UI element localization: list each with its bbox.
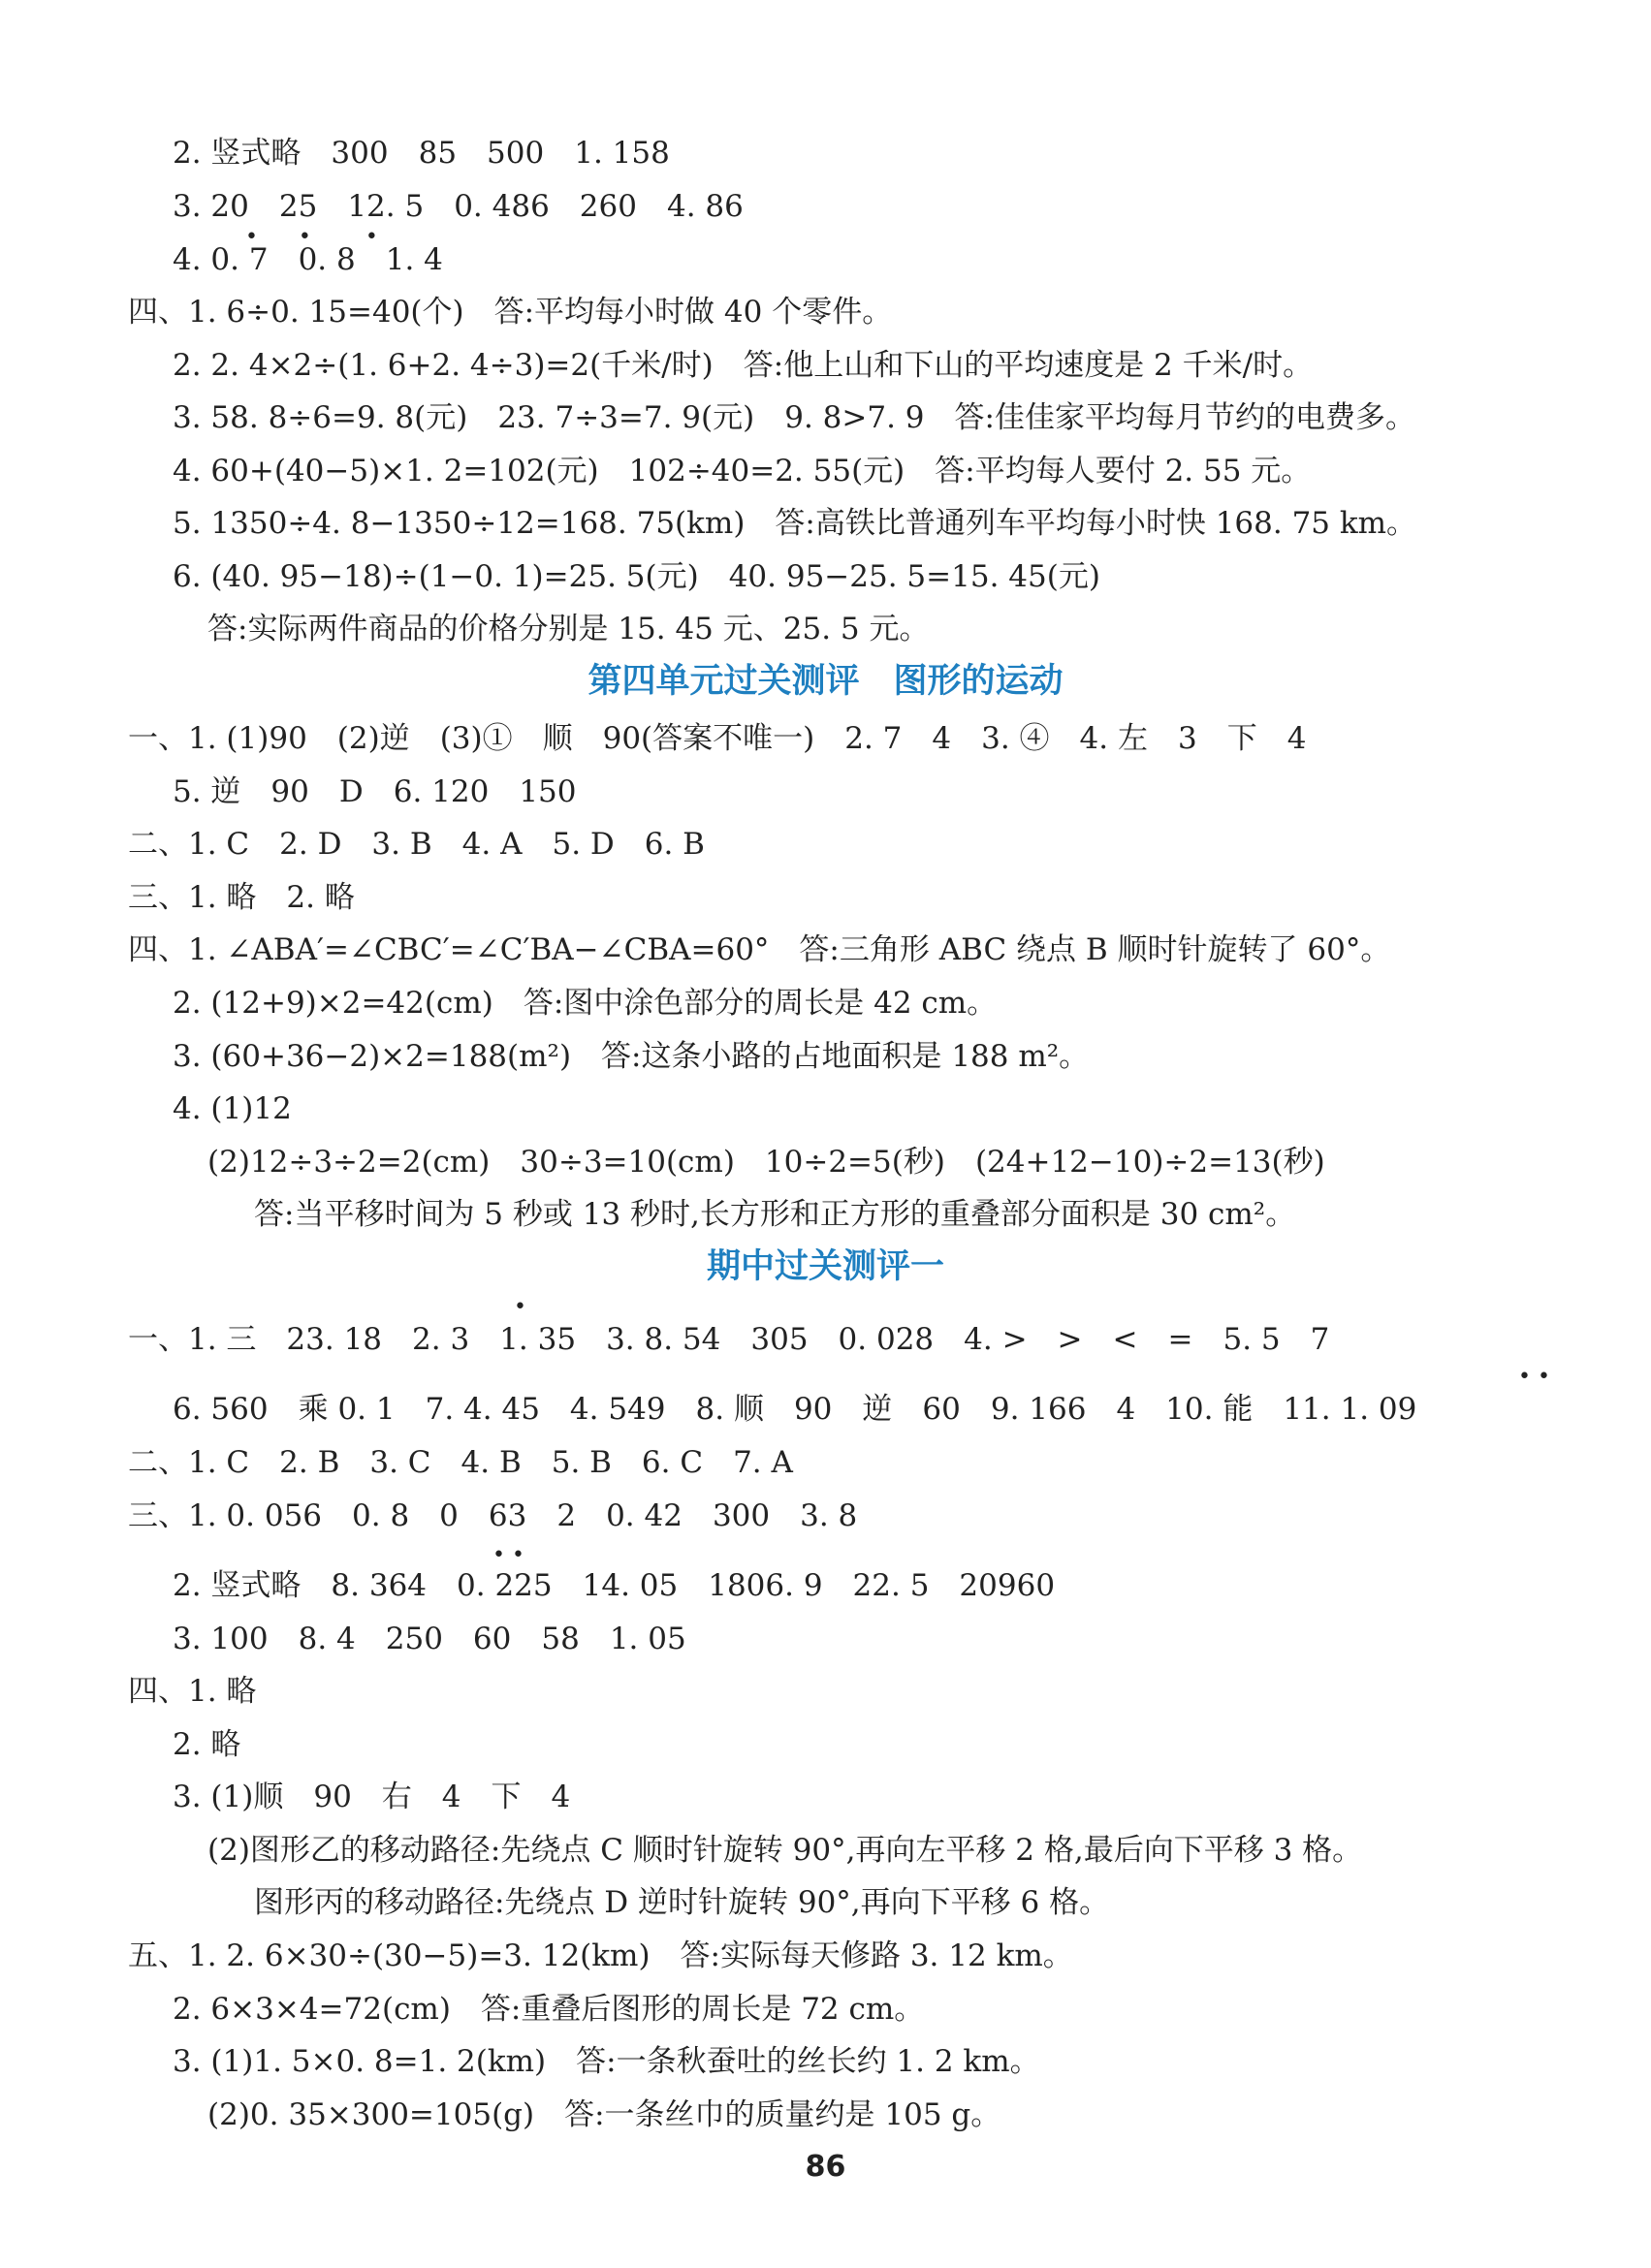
section-title: 期中过关测评一 [706, 1247, 944, 1286]
repeating-decimal-dots: • • [492, 1543, 524, 1567]
answer-line: 6. 560 乘 0. 1 7. 4. 45 4. 549 8. 顺 90 逆 60 9. 166 4 10. 能 11. 1. 09 [173, 1392, 1417, 1427]
repeating-decimal-dots: • [514, 1295, 526, 1319]
answer-line: (2)0. 35×300=105(g) 答:一条丝巾的质量约是 105 g。 [207, 2097, 1001, 2132]
answer-line: 图形丙的移动路径:先绕点 D 逆时针旋转 90°,再向下平移 6 格。 [254, 1885, 1110, 1920]
answer-line: 答:当平移时间为 5 秒或 13 秒时,长方形和正方形的重叠部分面积是 30 cm²。 [254, 1197, 1296, 1232]
page-number: 86 [805, 2150, 846, 2184]
answer-line: 5. 1350÷4. 8−1350÷12=168. 75(km) 答:高铁比普通列车平均每小时快 168. 75 km。 [173, 506, 1417, 541]
answer-line: 3. (1)1. 5×0. 8=1. 2(km) 答:一条秋蚕吐的丝长约 1. 2 km。 [173, 2044, 1040, 2079]
section-title: 第四单元过关测评 图形的运动 [587, 662, 1064, 701]
answer-line: 3. (1)顺 90 右 4 下 4 [173, 1780, 571, 1814]
answer-line: 4. 60+(40−5)×1. 2=102(元) 102÷40=2. 55(元) 答:平均每人要付 2. 55 元。 [173, 454, 1312, 488]
answer-line: 2. 竖式略 8. 364 0. 225 14. 05 1806. 9 22. 5 20960 [173, 1568, 1056, 1603]
answer-line: 3. 20 25 12. 5 0. 486 260 4. 86 [173, 189, 744, 224]
answer-line: 一、1. 三 23. 18 2. 3 1. 35 3. 8. 54 305 0. 028 4. > > < = 5. 5 7 [128, 1322, 1330, 1357]
answer-line: 五、1. 2. 6×30÷(30−5)=3. 12(km) 答:实际每天修路 3. 12 km。 [128, 1938, 1073, 1973]
answer-line: (2)图形乙的移动路径:先绕点 C 顺时针旋转 90°,再向左平移 2 格,最后向下平移 3 格。 [207, 1833, 1363, 1868]
answer-line: 6. (40. 95−18)÷(1−0. 1)=25. 5(元) 40. 95−25. 5=15. 45(元) [173, 559, 1100, 594]
answer-line: 4. 0. 7 0. 8 1. 4 [173, 242, 443, 277]
answer-line: 2. (12+9)×2=42(cm) 答:图中涂色部分的周长是 42 cm。 [173, 986, 998, 1021]
answer-line: 答:实际两件商品的价格分别是 15. 45 元、25. 5 元。 [207, 612, 930, 646]
answer-line: 二、1. C 2. D 3. B 4. A 5. D 6. B [128, 827, 705, 862]
answer-line: 2. 竖式略 300 85 500 1. 158 [173, 136, 670, 171]
answer-line: 2. 6×3×4=72(cm) 答:重叠后图形的周长是 72 cm。 [173, 1992, 925, 2027]
answer-line: 一、1. (1)90 (2)逆 (3)① 顺 90(答案不唯一) 2. 7 4 3. ④ 4. 左 3 下 4 [128, 721, 1307, 756]
answer-line: 3. 100 8. 4 250 60 58 1. 05 [173, 1622, 686, 1656]
answer-line: 4. (1)12 [173, 1091, 292, 1126]
answer-line: 2. 略 [173, 1727, 241, 1762]
answer-line: 四、1. ∠ABA′=∠CBC′=∠C′BA−∠CBA=60° 答:三角形 ABC 绕点 B 顺时针旋转了 60°。 [128, 932, 1391, 967]
answer-line: 四、1. 6÷0. 15=40(个) 答:平均每小时做 40 个零件。 [128, 295, 893, 330]
answer-line: 三、1. 0. 056 0. 8 0 63 2 0. 42 300 3. 8 [128, 1498, 858, 1533]
repeating-decimal-dots: • • • [245, 225, 378, 249]
answer-line: 四、1. 略 [128, 1674, 257, 1709]
answer-line: 2. 2. 4×2÷(1. 6+2. 4÷3)=2(千米/时) 答:他上山和下山的平均速度是 2 千米/时。 [173, 348, 1314, 383]
answer-line: 5. 逆 90 D 6. 120 150 [173, 774, 577, 809]
answer-line: 3. (60+36−2)×2=188(m²) 答:这条小路的占地面积是 188 m²。 [173, 1039, 1090, 1074]
answer-line: 3. 58. 8÷6=9. 8(元) 23. 7÷3=7. 9(元) 9. 8>7. 9 答:佳佳家平均每月节约的电费多。 [173, 400, 1415, 435]
answer-line: (2)12÷3÷2=2(cm) 30÷3=10(cm) 10÷2=5(秒) (24+12−10)÷2=13(秒) [207, 1145, 1325, 1180]
answer-line: 二、1. C 2. B 3. C 4. B 5. B 6. C 7. A [128, 1445, 793, 1480]
answer-line: 三、1. 略 2. 略 [128, 880, 355, 915]
repeating-decimal-dots: • • [1518, 1365, 1550, 1389]
